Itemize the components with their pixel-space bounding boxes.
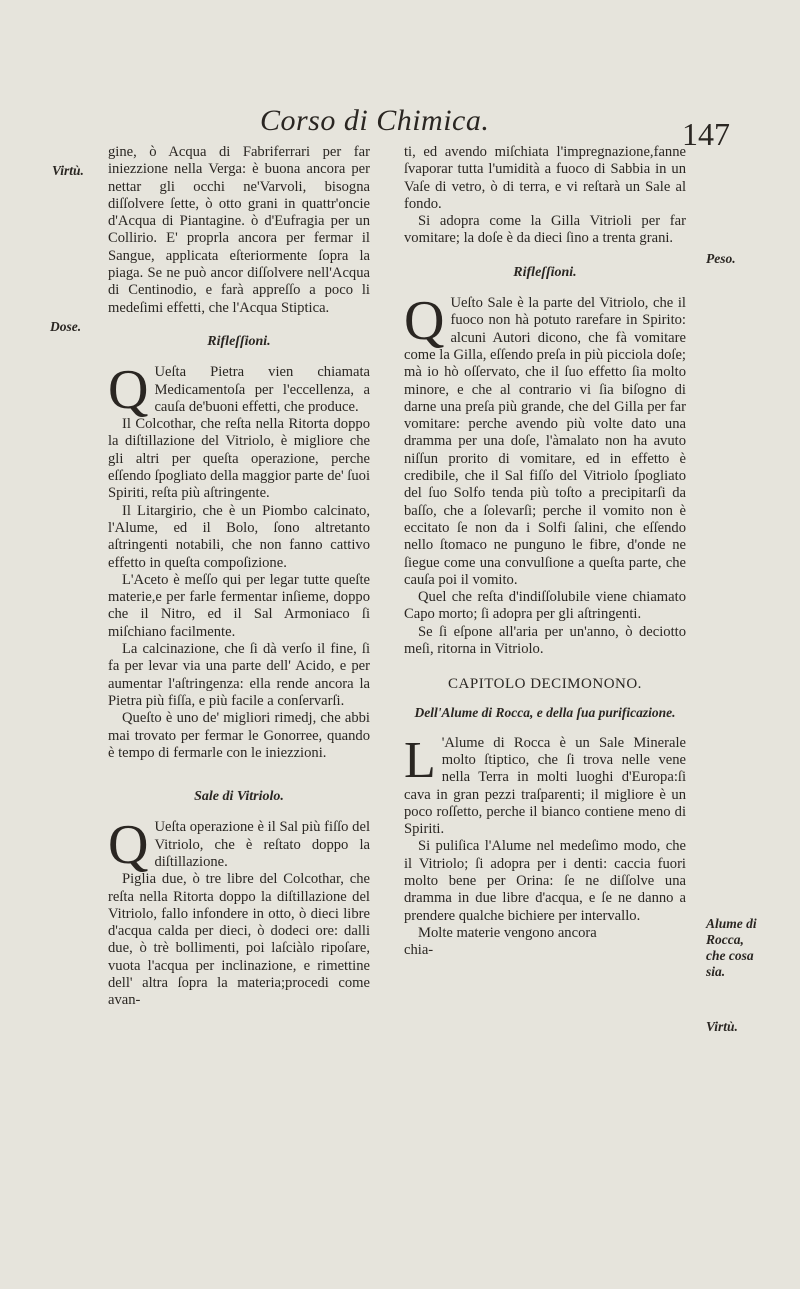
paragraph: Il Colcothar, che reſta nella Ritorta doppo la diſtillazione del Vitriolo, è migliore che gli altri per queſta operazione, perche eſſendo ſpogliato della maggior parte de' ſuoi Spiriti, reſta più aſtringente.: [108, 416, 370, 502]
margin-note-dose: Dose.: [50, 319, 82, 334]
paragraph: gine, ò Acqua di Fabriferrari per far iniezzione nella Verga: è buona ancora per nettar gli occhi ne'Varvoli, bisogna diſſolvere ſette, ò otto grani in quattr'oncie d'Acqua di Piantagine. ò d'Eufragia per un Collirio. E' proprla ancora per fermar il Sangue, applicata eſteriormente ſopra la piaga. Se ne può ancor diſſolvere nell'Acqua di Centinodio, e farà appreſſo a poco li medeſimi effetti, che l'Acqua Stiptica.: [108, 144, 370, 316]
margin-note-alume: Alume di Rocca, che cosa sia.: [706, 916, 757, 979]
page-number: 147: [682, 116, 730, 152]
paragraph: Q Ueſta Pietra vien chiamata Medicamentoſa per l'eccellenza, a cauſa de'buoni effetti, che produce.: [108, 359, 370, 422]
paragraph: Molte materie vengono ancora: [418, 924, 597, 941]
running-title: Corso di Chimica.: [260, 104, 490, 137]
section-heading: Rifleſſioni.: [513, 264, 577, 280]
drop-cap: Q: [108, 814, 149, 877]
drop-cap: Q: [108, 359, 149, 422]
paragraph: L'Aceto è meſſo qui per legar tutte queſte materie,e per farle fermentar inſieme, doppo che il Nitro, ed il Sal Armoniaco ſi miſchiano facilmente.: [108, 571, 370, 640]
paragraph: Si adopra come la Gilla Vitrioli per far vomitare; la doſe è da dieci ſino a trenta grani.: [404, 213, 686, 247]
paragraph: Se ſi eſpone all'aria per un'anno, ò deciotto meſi, ritorna in Vitriolo.: [404, 623, 686, 658]
margin-note-peso: Peso.: [706, 251, 736, 266]
paragraph: ti, ed avendo miſchiata l'impregnazione,fanne ſvaporar tutta l'umidità a fuoco di Sabbia in un Vaſe di vetro, ò di terra, e vi reſtarà un Sale al fondo.: [404, 144, 686, 212]
catchword: chia-: [404, 942, 434, 959]
page-header: [110, 102, 730, 152]
section-heading: Sale di Vitriolo.: [194, 789, 284, 805]
chapter-subtitle: Dell'Alume di Rocca, e della ſua purificazione.: [414, 704, 676, 720]
margin-note-virtu-right: Virtù.: [706, 1019, 738, 1034]
drop-cap: L: [404, 731, 436, 789]
chapter-title: CAPITOLO DECIMONONO.: [448, 676, 642, 693]
paragraph: Il Litargirio, che è un Piombo calcinato, l'Alume, ed il Bolo, ſono altretanto aſtringenti notabili, che non fanno cattivo effetto in queſta compoſizione.: [108, 502, 370, 571]
paragraph: Quel che reſta d'indiſſolubile viene chiamato Capo morto; ſi adopra per gli aſtringenti.: [404, 589, 686, 623]
paragraph: Q Ueſto Sale è la parte del Vitriolo, che il fuoco non hà potuto rarefare in Spirito: alcuni Autori dicono, che fà vomitare come la Gilla, eſſendo preſa in più picciola doſe; mà io hò oſſervato, che il ſuo effetto ſia molto minore, e che al contrario vi ſia biſogno di darne una preſa più grande, che del Gilla per far vomitare: perche avendo più volte dato una dramma per una doſe, l'àmalato non ha avuto niſſun prorito di vomitare, ed in effetto è credibile, che il Sal fiſſo del Vitriolo ſpogliato del ſuo Solfo tenda più toſto a precipitarſi da baſſo, che a ſolevarſi; perche il vomito non è eccitato ſe non da i Solfi ſalini, che eſſendo nello ſtomaco ne punguno le fibre, d'onde ne ſiegue come una convulſione a queſta parte, che cauſa poi il vomito.: [404, 290, 686, 588]
paragraph: Queſto è uno de' migliori rimedj, che abbi mai trovato per fermar le Gonorree, quando è tempo di fermarle con le iniezzioni.: [108, 710, 370, 761]
paragraph: La calcinazione, che ſi dà verſo il fine, ſi fa per levar via una parte dell' Acido, e per aumentar l'aſtringenza: ella rende ancora la Pietra più fiſſa, e più facile a conſervarſi.: [108, 641, 370, 709]
margin-note-virtu: Virtù.: [52, 163, 84, 178]
paragraph: Q Ueſta operazione è il Sal più fiſſo del Vitriolo, che è reſtato doppo la diſtillazione.: [108, 814, 370, 877]
drop-cap: Q: [404, 290, 445, 353]
right-column: [404, 144, 686, 959]
paragraph: Piglia due, ò tre libre del Colcothar, che reſta nella Ritorta doppo la diſtillazione del Vitriolo, fallo infondere in otto, ò dieci libre d'acqua calda per dieci, ò dodeci ore: dalli due, ò trè bollimenti, poi laſciàlo ripoſare, vuota l'acqua per inclinazione, e rimettine dell' altra ſopra la materia;procedi come avan-: [108, 871, 370, 1009]
paragraph: Si puliſica l'Alume nel medeſimo modo, che il Vitriolo; ſi adopra per i denti: caccia fuori molto bene per Orina: ſe ne diſſolve una dramma in due libre d'acqua, e ſe ne danno a prendere qualche bichiere per intervallo.: [404, 838, 686, 924]
section-heading: Rifleſſioni.: [207, 333, 271, 349]
left-column: [108, 144, 370, 1010]
paragraph: L 'Alume di Rocca è un Sale Minerale molto ſtiptico, che ſi trova nelle vene nella Terra in molti luoghi d'Europa:ſi cava in gran pezzi traſparenti; il migliore è un poco roſſetto, perche il bianco contiene meno di Spiriti.: [404, 731, 686, 838]
